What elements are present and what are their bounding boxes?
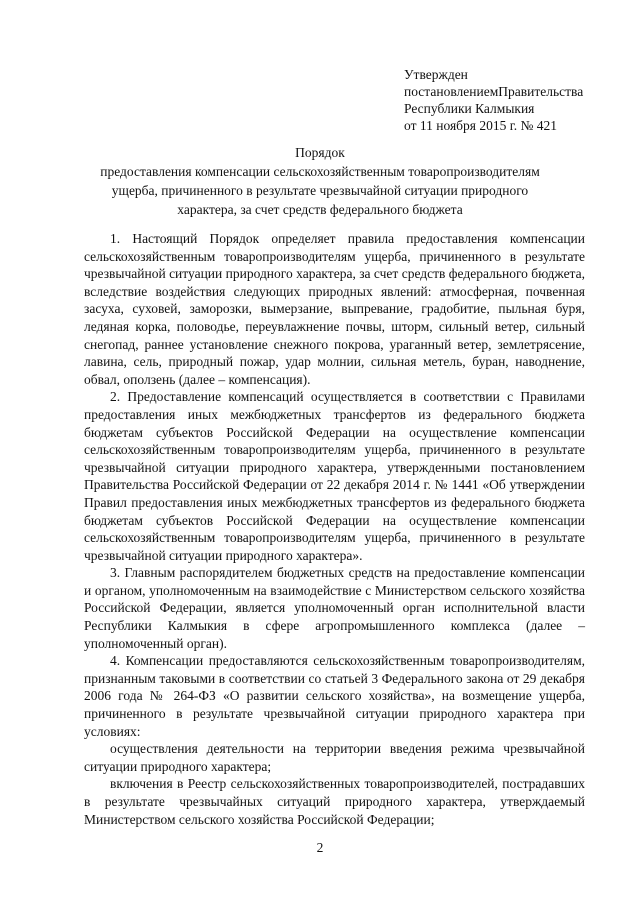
title-line-1: предоставления компенсации сельскохозяйственным товаропроизводителям [100,164,540,179]
paragraph-4: 4. Компенсации предоставляются сельскохозяйственным товаропроизводителям, признанным таковыми в соответствии со статьей 3 Федерального закона от 29 декабря 2006 года № 264-ФЗ «О развитии сельского хозяйства», на возмещение ущерба, причиненного в результате чрезвычайной ситуации природного характера при условиях: [84,653,585,739]
paragraph-3: 3. Главным распорядителем бюджетных средств на предоставление компенсации и органом, уполномоченным на взаимодействие с Министерством сельского хозяйства Российской Федерации, является уполномоченный орган исполнительной власти Республики Калмыкия в сфере агропромышленного комплекса (далее – уполномоченный орган). [84,565,585,651]
paragraph-4-condition-2: включения в Реестр сельскохозяйственных товаропроизводителей, пострадавших в результате чрезвычайных ситуаций природного характера, утверждаемый Министерством сельского хозяйства Российской Федерации; [84,776,585,827]
title-heading: Порядок [295,145,345,160]
document-title [0,143,640,219]
approval-line-republic: Республики Калмыкия [404,101,535,116]
approval-decree-word: постановлением [404,84,499,99]
approval-block [404,66,584,134]
page-number: 2 [316,840,324,855]
approval-line-approved: Утвержден [404,67,468,82]
approval-line-date: от 11 ноября 2015 г. № 421 [404,118,557,133]
title-line-3: характера, за счет средств федерального бюджета [177,202,463,217]
paragraph-2: 2. Предоставление компенсаций осуществляется в соответствии с Правилами предоставления иных межбюджетных трансфертов из федерального бюджета бюджетам субъектов Российской Федерации на осуществление компенсации сельскохозяйственным товаропроизводителям ущерба, причиненного в результате чрезвычайной ситуации природного характера, утвержденными постановлением Правительства Российской Федерации от 22 декабря 2014 г. № 1441 «Об утверждении Правил предоставления иных межбюджетных трансфертов из федерального бюджета бюджетам субъектов Российской Федерации на осуществление компенсации сельскохозяйственным товаропроизводителям ущерба, причиненного в результате чрезвычайной ситуации природного характера». [84,389,585,563]
paragraph-4-condition-1: осуществления деятельности на территории введения режима чрезвычайной ситуации природного характера; [84,741,585,774]
document-body [84,230,585,828]
title-line-2: ущерба, причиненного в результате чрезвычайной ситуации природного [111,183,529,198]
approval-government-word: Правительства [498,84,584,99]
paragraph-1: 1. Настоящий Порядок определяет правила предоставления компенсации сельскохозяйственным товаропроизводителям ущерба, причиненного в результате чрезвычайной ситуации природного характера, за счет средств федерального бюджета, вследствие воздействия следующих природных явлений: атмосферная, почвенная засуха, суховей, заморозки, вымерзание, выпревание, градобитие, пыльная буря, ледяная корка, половодье, переувлажнение почвы, шторм, сильный ветер, сильный снегопад, раннее установление снежного покрова, ураганный ветер, землетрясение, лавина, сель, природный пожар, удар молнии, сильная метель, буран, наводнение, обвал, оползень (далее – компенсация). [84,231,585,387]
approval-line-decree [404,83,584,100]
